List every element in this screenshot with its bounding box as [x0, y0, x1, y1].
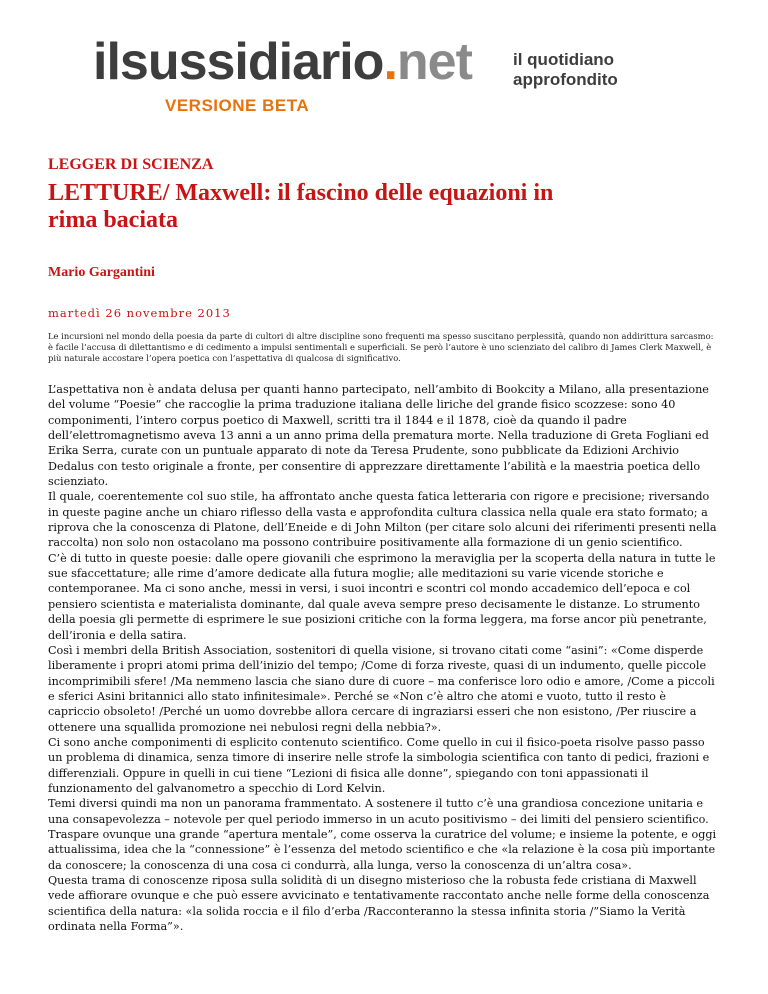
logo-beta-label: VERSIONE BETA	[165, 96, 310, 115]
body-paragraph: L’aspettativa non è andata delusa per quanti hanno partecipato, nell’ambito di Bookcity a Milano, alla presentazione del volume “Poesie” che raccoglie la prima traduzione italiana delle liriche del grande fisico scozzese: sono 40 componimenti, l’intero corpus poetico di Maxwell, scritti tra il 1844 e il 1878, cioè da quando il padre dell’elettromagnetismo aveva 13 anni a un anno prima della prematura morte. Nella traduzione di Greta Fogliani ed Erika Serra, curate con un puntuale apparato di note da Teresa Prudente, sono pubblicate da Edizioni Archivio Dedalus con testo originale a fronte, per consentire di apprezzare direttamente l’abilità e la maestria poetica dello scienziato.	[48, 383, 709, 489]
body-paragraph: C’è di tutto in queste poesie: dalle opere giovanili che esprimono la meraviglia per la scoperta della natura in tutte le sue sfaccettature; alle rime d’amore dedicate alla futura moglie; alle meditazioni su varie vicende storiche e contemporanee. Ma ci sono anche, messi in versi, i suoi incontri e scontri col mondo accademico dell’epoca e col pensiero scientista e materialista dominante, dal quale aveva sempre preso decisamente le distanze. Lo strumento della poesia gli permette di esprimere le sue posizioni critiche con la forma leggera, ma forse ancor più penetrante, dell’ironia e della satira.	[48, 551, 716, 642]
body-paragraph: Temi diversi quindi ma non un panorama frammentato. A sostenere il tutto c’è una grandiosa concezione unitaria e una consapevolezza – notevole per quel periodo immerso in un acuto positivismo – dei limiti del pensiero scientifico. Traspare ovunque una grande “apertura mentale”, come osserva la curatrice del volume; e insieme la potente, e oggi attualissima, idea che la “connessione” è l’essenza del metodo scientifico e che «la relazione è la cosa più importante da conoscere; la conoscenza di una cosa ci condurrà, alla lunga, verso la conoscenza di un’altra cosa».	[48, 797, 717, 872]
article-body	[48, 382, 720, 934]
logo-wordmark	[93, 32, 472, 92]
body-paragraph: Questa trama di conoscenze riposa sulla solidità di un disegno misterioso che la robusta fede cristiana di Maxwell vede affiorare ovunque e che può essere avvicinato e tentativamente raccontato anche nelle forme della conoscenza scientifica della natura: «la solida roccia e il filo d’erba /Racconteranno la stessa infinita storia /”Siamo la Verità ordinata nella Forma”».	[48, 874, 710, 934]
body-paragraph: Così i membri della British Association, sostenitori di quella visione, si trovano citati come “asini”: «Come disperde liberamente i propri atomi prima dell’inizio del tempo; /Come di forza riveste, quasi di un indumento, quelle piccole incomprimibili sfere! /Ma nemmeno lascia che siano dure di cuore – ma conferisce loro odio e amore, /Come a piccoli e sferici Asini britannici allo stato infinitesimale». Perché se «Non c’è altro che atomi e vuoto, tutto il resto è capriccio obsoleto! /Perché un uomo dovrebbe allora cercare di ingraziarsi esseri che non esistono, /Per riuscire a ottenere una squallida promozione nei nebulosi regni della nebbia?».	[48, 643, 715, 734]
logo-name-tld: net	[396, 33, 472, 91]
section-label[interactable]: LEGGER DI SCIENZA	[48, 156, 214, 173]
logo-tagline-line1: il quotidiano	[513, 50, 615, 69]
article-summary: Le incursioni nel mondo della poesia da parte di cultori di altre discipline sono frequenti ma spesso suscitano perplessità, quando non addirittura sarcasmo: è facile l’accusa di dilettantismo e di cedimento a impulsi sentimentali e superficiali. Se però l’autore è uno scienziato del calibro di James Clerk Maxwell, è più naturale accostare l’opera poetica con l’aspettativa di qualcosa di significativo.	[48, 331, 714, 364]
article-author[interactable]: Mario Gargantini	[48, 265, 155, 280]
logo-tagline-line2: approfondito	[513, 70, 618, 89]
logo-tagline	[513, 50, 618, 90]
logo-name-main: ilsussidiario	[93, 33, 384, 91]
body-paragraph: Il quale, coerentemente col suo stile, ha affrontato anche questa fatica letteraria con rigore e precisione; riversando in queste pagine anche un chiaro riflesso della vasta e approfondita cultura classica nella quale era stato formato; a riprova che la conoscenza di Platone, dell’Eneide e di John Milton (per citare solo alcuni dei riferimenti presenti nella raccolta) non solo non ostacolano ma possono contribuire positivamente alla formazione di un genio scientifico.	[48, 490, 717, 550]
article-title: LETTURE/ Maxwell: il fascino delle equazioni in rima baciata	[48, 180, 554, 233]
logo-name-dot: .	[383, 33, 397, 91]
body-paragraph: Ci sono anche componimenti di esplicito contenuto scientifico. Come quello in cui il fisico-poeta risolve passo passo un problema di dinamica, senza timore di inserire nelle strofe la simbologia scientifica con tanto di pedici, frazioni e differenziali. Oppure in quelli in cui tiene “Lezioni di fisica alle donne”, spiegando con toni appassionati il funzionamento del galvanometro a specchio di Lord Kelvin.	[48, 735, 710, 795]
site-logo[interactable]	[85, 32, 665, 124]
article-date: martedì 26 novembre 2013	[48, 306, 231, 320]
